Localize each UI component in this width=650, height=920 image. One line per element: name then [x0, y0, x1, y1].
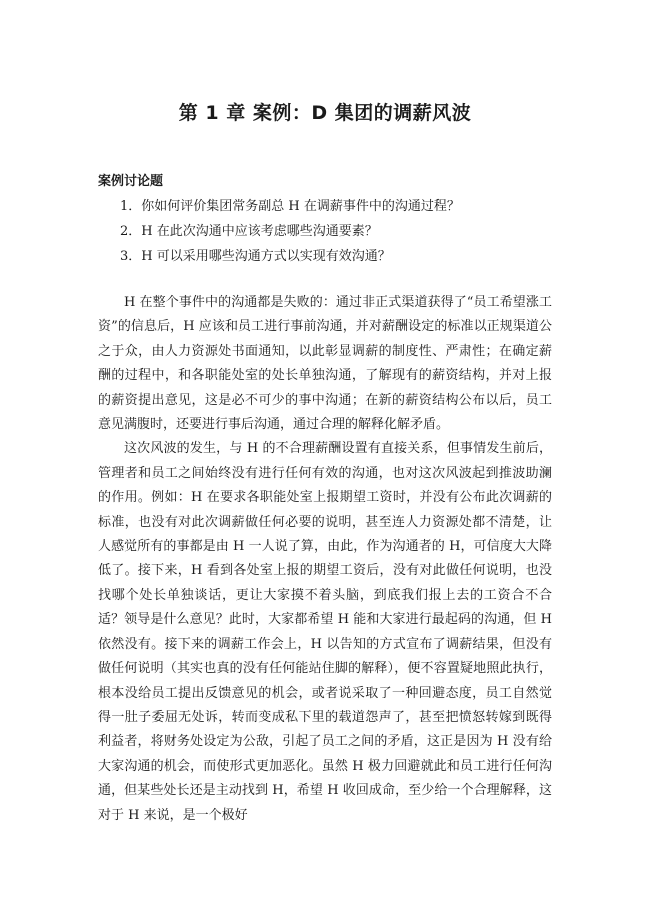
body-paragraph: 这次风波的发生，与 H 的不合理薪酬设置有直接关系，但事情发生前后，管理者和员工之间始终没有进行任何有效的沟通，也对这次风波起到推波助澜的作用。例如：H 在要求各职能处室上报期望工资时，并没有公布此次调薪的标准，也没有对此次调薪做任何必要的说明，甚至连人力资源处都不清楚，让人感觉所有的事都是由 H 一人说了算，由此，作为沟通者的 H，可信度大大降低了。接下来，H 看到各处室上报的期望工资后，没有对此做任何说明，也没找哪个处长单独谈话，更让大家摸不着头脑，到底我们报上去的工资合不合适？领导是什么意见？此时，大家都希望 H 能和大家进行最起码的沟通，但 H 依然没有。接下来的调薪工作会上，H 以告知的方式宣布了调薪结果，但没有做任何说明（其实也真的没有任何能站住脚的解释），便不容置疑地照此执行，根本没给员工提出反馈意见的机会，或者说采取了一种回避态度，员工自然觉得一肚子委屈无处诉，转而变成私下里的载道怨声了，甚至把愤怒转嫁到既得利益者，将财务处设定为公敌，引起了员工之间的矛盾，这正是因为 H 没有给大家沟通的机会，而使形式更加恶化。虽然 H 极力回避就此和员工进行任何沟通，但某些处长还是主动找到 H，希望 H 收回成命，至少给一个合理解释，这对于 H 来说，是一个极好: [98, 441, 552, 823]
section-heading: 案例讨论题: [98, 174, 164, 189]
discussion-question: 2．H 在此次沟通中应该考虑哪些沟通要素？: [120, 224, 378, 239]
chapter-title: 第 1 章 案例：D 集团的调薪风波: [178, 102, 472, 124]
body-paragraph: H 在整个事件中的沟通都是失败的：通过非正式渠道获得了“员工希望涨工资”的信息后，H 应该和员工进行事前沟通，并对薪酬设定的标准以正规渠道公之于众，由人力资源处书面通知，以此彰显调薪的制度性、严肃性；在确定薪酬的过程中，和各职能处室的处长单独沟通，了解现有的薪资结构，并对上报的薪资提出意见，这是必不可少的事中沟通；在新的薪资结构公布以后，员工意见满腹时，还要进行事后沟通，通过合理的解释化解矛盾。: [98, 295, 552, 433]
discussion-question: 3．H 可以采用哪些沟通方式以实现有效沟通？: [120, 249, 391, 264]
body-text: [98, 291, 552, 828]
discussion-question-list: [120, 194, 460, 269]
discussion-question: 1．你如何评价集团常务副总 H 在调薪事件中的沟通过程？: [120, 199, 460, 214]
